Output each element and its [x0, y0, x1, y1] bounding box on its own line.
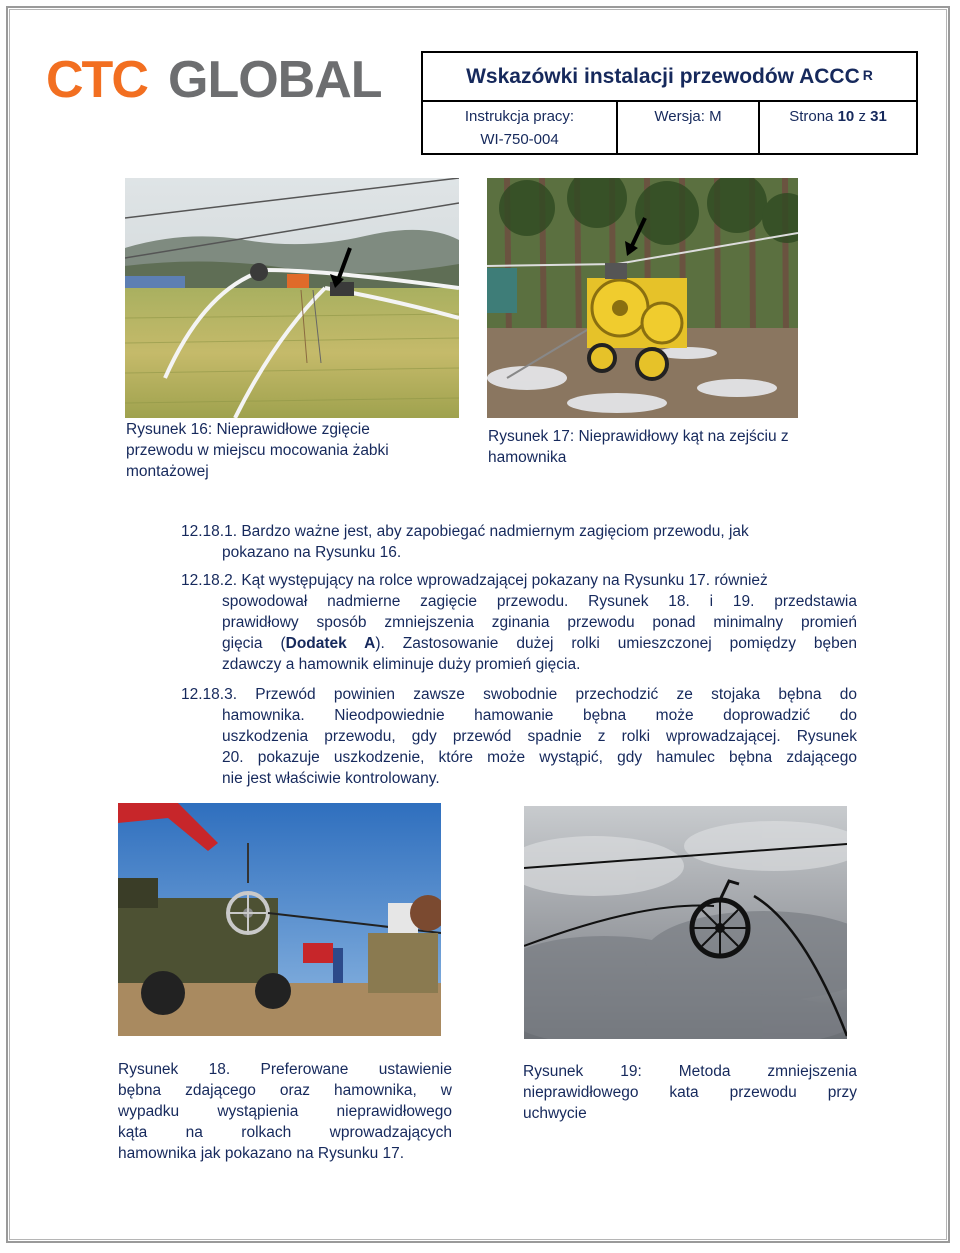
paragraph-text: Przewód powinien zawsze swobodnie przechodzić ze stojaka bębna do [255, 686, 858, 703]
paragraph-text: zdawczy a hamownik eliminuje duży promień gięcia. [222, 656, 581, 673]
paragraph-text: Bardzo ważne jest, aby zapobiegać nadmiernym zagięciom przewodu, jak [241, 523, 749, 540]
paragraph-text: 20. pokazuje uszkodzenie, które może wystąpić, gdy hamulec bębna zdającego [222, 749, 857, 766]
page-total: 31 [870, 108, 887, 125]
page-prefix: Strona [789, 108, 834, 125]
instruction-cell [423, 102, 618, 153]
appendix-reference: Dodatek A [285, 635, 376, 652]
figure-17-caption-line: Rysunek 17: Nieprawidłowy kąt na zejściu z [488, 428, 789, 445]
paragraph-line [181, 633, 857, 654]
svg-text:GLOBAL: GLOBAL [168, 52, 382, 104]
figure-17-caption [488, 426, 848, 468]
paragraph-text: prawidłowy sposób zmniejszenia zginania przewodu ponad minimalny promień [222, 614, 857, 631]
instruction-label: Instrukcja pracy: [464, 108, 575, 125]
figure-18-photo [118, 803, 441, 1036]
figure-19-caption-line: nieprawidłowego kata przewodu przy [523, 1084, 857, 1101]
paragraph-text: pokazano na Rysunku 16. [222, 544, 402, 561]
figure-18-caption-line: wypadku wystąpienia nieprawidłowego [118, 1103, 452, 1120]
figure-19-caption-line: uchwycie [523, 1105, 587, 1122]
figure-19-photo [524, 806, 847, 1039]
page-current: 10 [837, 108, 855, 125]
figure-18-caption-line: kąta na rolkach wprowadzających [118, 1124, 452, 1141]
figure-19-caption-line: Rysunek 19: Metoda zmniejszenia [523, 1063, 857, 1080]
figure-19-caption [523, 1061, 857, 1124]
section-number: 12.18.1. [181, 523, 238, 540]
paragraph-12-18-3 [181, 684, 857, 789]
figure-16-caption [126, 419, 460, 482]
paragraph-text: Kąt występujący na rolce wprowadzającej pokazany na Rysunku 17. również [241, 572, 768, 589]
document-title-text: Wskazówki instalacji przewodów ACCC [466, 64, 860, 88]
figure-18-caption-line: Rysunek 18. Preferowane ustawienie [118, 1061, 452, 1078]
figure-16-caption-line: Rysunek 16: Nieprawidłowe zgięcie [126, 421, 370, 438]
paragraph-text: nie jest właściwie kontrolowany. [222, 770, 440, 787]
figure-18-caption-line: hamownika jak pokazano na Rysunku 17. [118, 1145, 405, 1162]
version-label: Wersja: M [654, 108, 722, 125]
figure-16-photo [125, 178, 459, 418]
paragraph-text: spowodował nadmierne zagięcie przewodu. Rysunek 18. i 19. przedstawia [222, 593, 857, 610]
paragraph-text: gięcia ( [222, 635, 286, 652]
version-cell [618, 102, 760, 153]
paragraph-text: ). Zastosowanie dużej rolki umieszczonej pomiędzy bęben [375, 635, 858, 652]
registered-mark: R [862, 66, 873, 83]
figure-18-caption [118, 1059, 452, 1164]
paragraph-12-18-1 [181, 521, 857, 563]
document-title [423, 53, 916, 102]
paragraph-text: hamownika. Nieodpowiednie hamowanie bębna może doprowadzić do [222, 707, 857, 724]
page-number-cell [760, 102, 916, 153]
figure-16-caption-line: montażowej [126, 463, 209, 480]
svg-text:CTC: CTC [46, 52, 147, 104]
section-number: 12.18.3. [181, 686, 238, 703]
figure-18-caption-line: bębna zdającego oraz hamownika, w [118, 1082, 452, 1099]
ctc-global-logo [46, 52, 386, 104]
figure-17-photo [487, 178, 798, 418]
paragraph-text: uszkodzenia przewodu, gdy przewód spadnie z rolki wprowadzającej. Rysunek [222, 728, 857, 745]
page-sep: z [858, 108, 866, 125]
instruction-code: WI-750-004 [480, 131, 559, 148]
figure-17-caption-line: hamownika [488, 449, 567, 466]
figure-16-caption-line: przewodu w miejscu mocowania żabki [126, 442, 389, 459]
paragraph-12-18-2 [181, 570, 857, 675]
section-number: 12.18.2. [181, 572, 238, 589]
header-table [421, 51, 918, 155]
